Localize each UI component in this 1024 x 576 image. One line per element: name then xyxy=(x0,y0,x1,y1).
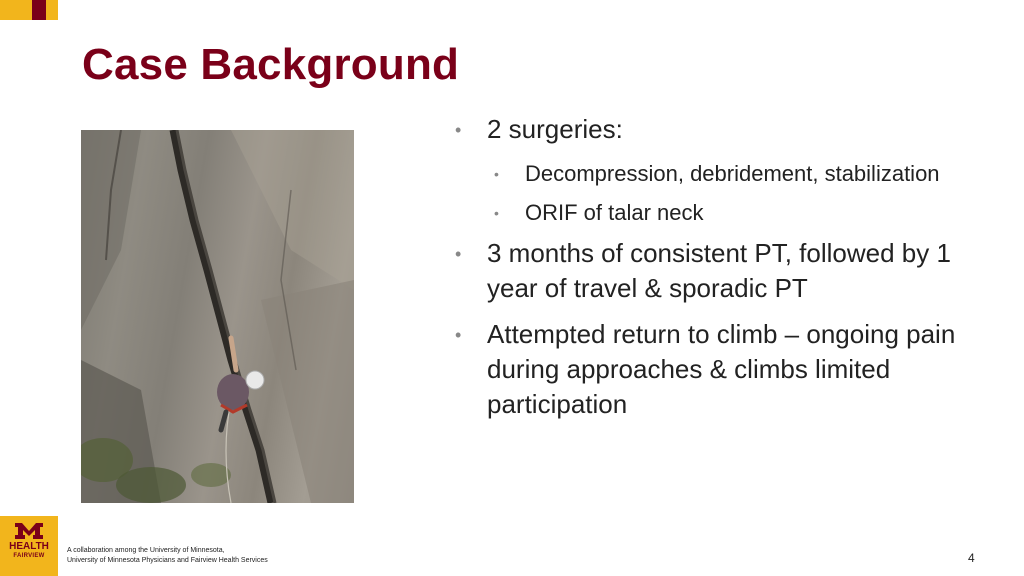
top-accent-bar xyxy=(0,0,58,20)
bullet-text: 3 months of consistent PT, followed by 1 year of travel & sporadic PT xyxy=(487,238,951,303)
footer-line-2: University of Minnesota Physicians and Fairview Health Services xyxy=(67,557,268,564)
page-number: 4 xyxy=(968,551,975,565)
accent-gold-block xyxy=(0,0,32,20)
climber-photo xyxy=(81,130,354,503)
university-m-icon xyxy=(14,522,44,540)
footer-credit xyxy=(67,546,268,566)
sub-bullet-item xyxy=(455,158,975,189)
bullet-dot: • xyxy=(455,120,462,140)
bullet-dot: • xyxy=(455,244,462,264)
bullet-text: Attempted return to climb – ongoing pain during approaches & climbs limited participation xyxy=(487,319,956,419)
bullet-text: Decompression, debridement, stabilization xyxy=(525,161,940,186)
bullet-dot: • xyxy=(494,205,499,221)
bullet-item xyxy=(455,112,975,147)
slide-title: Case Background xyxy=(82,40,460,89)
bullet-dot: • xyxy=(455,325,462,345)
accent-maroon-block xyxy=(32,0,46,20)
footer-line-1: A collaboration among the University of Minnesota, xyxy=(67,547,225,554)
rock-climber-illustration xyxy=(81,130,354,503)
bullet-text: 2 surgeries: xyxy=(487,114,623,144)
logo-fairview-text: FAIRVIEW xyxy=(13,553,45,559)
bullet-item xyxy=(455,317,975,422)
logo-health-text: HEALTH xyxy=(9,541,49,552)
bullet-item xyxy=(455,236,975,306)
bullet-list xyxy=(455,112,975,433)
accent-gold-block-2 xyxy=(46,0,58,20)
bullet-text: ORIF of talar neck xyxy=(525,200,704,225)
sub-bullet-item xyxy=(455,197,975,228)
health-fairview-logo xyxy=(0,516,58,576)
bullet-dot: • xyxy=(494,166,499,182)
